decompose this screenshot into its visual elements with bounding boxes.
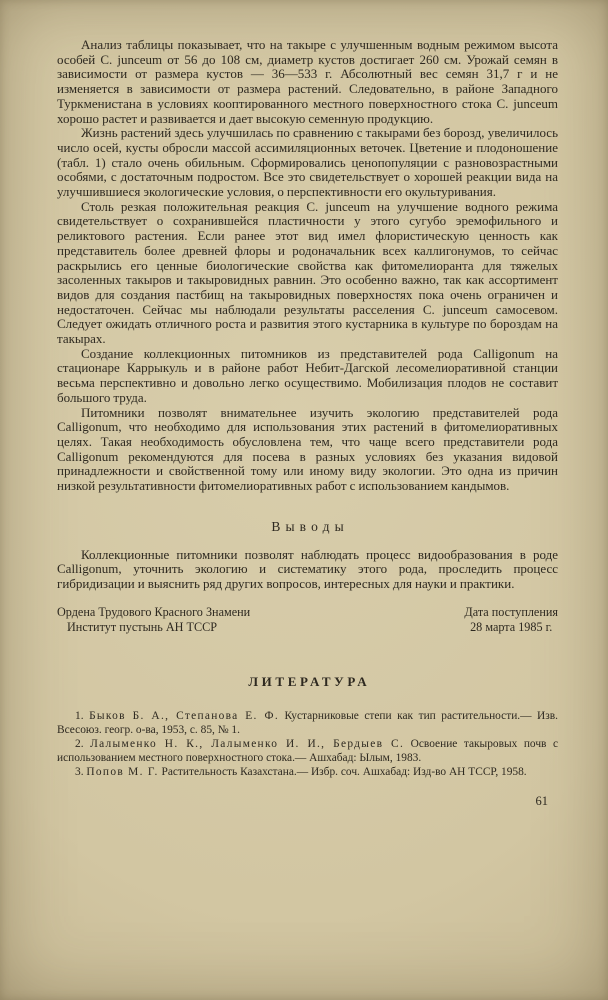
reference-list (57, 710, 558, 780)
paragraph: Создание коллекционных питомников из представителей рода Calligonum на стационаре Каррыкуль и в районе работ Небит-Дагской лесомелиоративной станции весьма перспективно и довольно легко осуществимо. Мобилизация плодов не составит большого труда. (57, 345, 558, 405)
institute-line-2: Институт пустынь АН ТССР (67, 619, 218, 634)
conclusions-heading: Выводы (271, 518, 349, 534)
reference-authors: Лалыменко Н. К., Лалыменко И. И., Бердыев С. (90, 738, 405, 751)
reference-number: 3. (75, 765, 84, 778)
article-body (57, 38, 558, 809)
paragraph: Анализ таблицы показывает, что на такыре с улучшенным водным режимом высота особей C. junceum от 56 до 108 см, диаметр кустов достигает 260 см. Урожай семян в зависимости от размера кустов — 36—533 г. Абсолютный вес семян 31,7 г и не изменяется в зависимости от размера растений. Следовательно, в районе Западного Туркменистана в условиях кооптированного местного поверхностного стока C. junceum хорошо растет и развивается и дает высокую семенную продукцию. (57, 37, 558, 126)
submission-date-block (464, 605, 558, 635)
reference-number: 1. (75, 710, 84, 723)
paragraph: Столь резкая положительная реакция C. junceum на улучшение водного режима свидетельствует о сохранившейся пластичности у этого сугубо эремофильного и реликтового растения. Если ранее этот вид имел флористическую ценность как представитель более древней флоры и родоначальник всех каллигонумов, то сейчас раскрылись его ценные биологические свойства как фитомелиоранта для тяжелых засоленных такыров и такыровидных равнин. Это особенно важно, так как ассортимент видов для создания пастбищ на такыровидных поверхностях пока очень ограничен и недостаточен. Сейчас мы наблюдали результаты расселения C. junceum самосевом. Следует ожидать отличного роста и развития этого кустарника в культуре по бороздам на такырах. (57, 198, 558, 347)
institute-line-1: Ордена Трудового Красного Знамени (57, 604, 251, 619)
submission-footer (57, 605, 558, 635)
paragraph: Жизнь растений здесь улучшилась по сравнению с такырами без борозд, увеличилось число осей, кусты обросли массой ассимиляционных веточек. Цветение и плодоношение (табл. 1) стало очень обильным. Сформировались ценопопуляции с разновозрастными особями, с достаточным подростом. Все это свидетельствует о хорошей реакции вида на улучшившиеся экологические условия, о перспективности его окультуривания. (57, 125, 558, 200)
conclusions-paragraph: Коллекционные питомники позволят наблюдать процесс видообразования в роде Calligonum, уточнить экологию и систематику этого рода, проследить процесс гибридизации и выяснить ряд других вопросов, интересных для науки и практики. (57, 546, 558, 591)
reference-number: 2. (75, 738, 84, 751)
date-value: 28 марта 1985 г. (470, 619, 553, 634)
reference-authors: Попов М. Г. (86, 765, 159, 778)
reference-text: Кустарниковые степи как тип растительности.— Изв. Всесоюз. геогр. о-ва, 1953, с. 85, № 1. (57, 710, 558, 737)
reference-text: Растительность Казахстана.— Избр. соч. Ашхабад: Изд-во АН ТССР, 1958. (161, 765, 527, 778)
paragraph: Питомники позволят внимательнее изучить экологию представителей рода Calligonum, что необходимо для использования этих растений в фитомелиоративных целях. Такая необходимость обусловлена тем, что чаще всего представители рода Calligonum рекомендуются для посева в разных условиях без указания видовой принадлежности и свойственной тому или иному виду экологии. Это одна из причин низкой результативности фитомелиоративных работ с использованием кандымов. (57, 404, 558, 494)
literature-heading: ЛИТЕРАТУРА (248, 673, 371, 689)
date-label: Дата поступления (464, 604, 558, 619)
institute-block (57, 605, 250, 635)
reference-item (57, 710, 558, 738)
reference-text: Освоение такыровых почв с использованием местного поверхностного стока.— Ашхабад: Ылым, 1983. (57, 738, 558, 765)
reference-item (57, 738, 558, 766)
reference-authors: Быков Б. А., Степанова Е. Ф. (89, 710, 279, 723)
reference-item (57, 766, 558, 780)
page-number: 61 (535, 793, 548, 808)
